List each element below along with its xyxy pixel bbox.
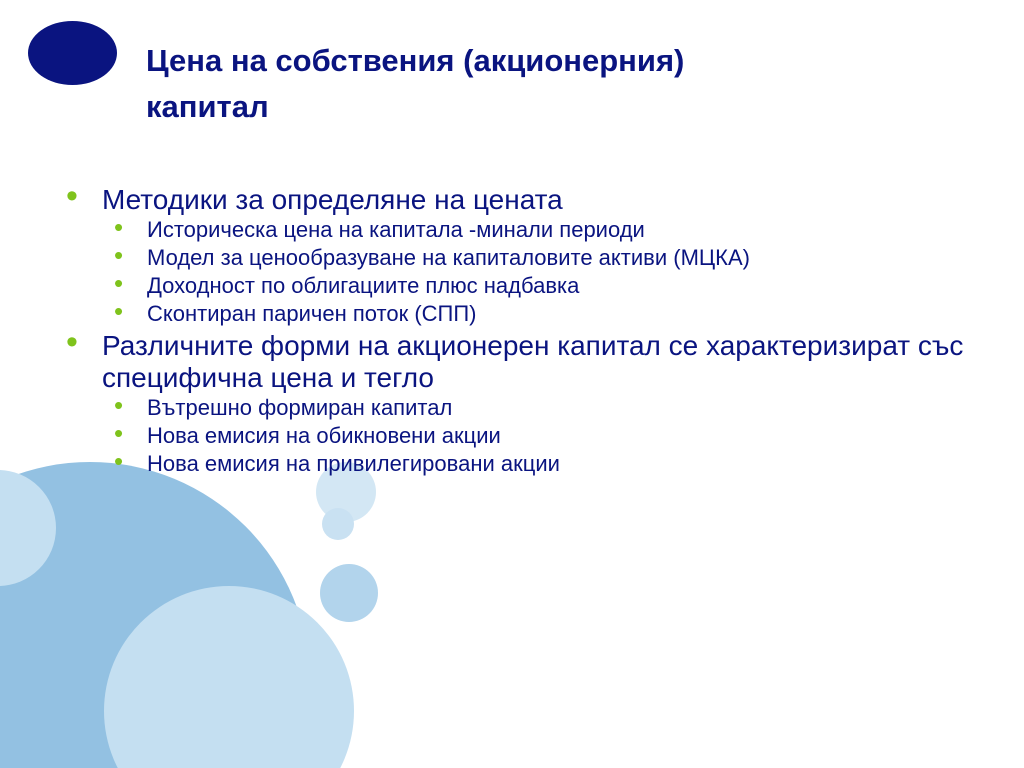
decorative-small-circle xyxy=(322,508,354,540)
sub-bullet-item: • Сконтиран паричен поток (СПП) xyxy=(102,300,966,328)
sub-bullet-item: • Вътрешно формиран капитал xyxy=(102,394,966,422)
sub-bullet-item: • Доходност по облигациите плюс надбавка xyxy=(102,272,966,300)
sub-bullet-item: • Историческа цена на капитала -минали периоди xyxy=(102,216,966,244)
bullet-text: • Методики за определяне на цената xyxy=(102,184,563,215)
title-line-1: Цена на собствения (акционерния) xyxy=(146,43,685,78)
bullet-item xyxy=(66,184,966,328)
slide-title xyxy=(146,38,946,130)
bullet-item xyxy=(66,330,966,478)
sub-bullet-item: • Нова емисия на привилегировани акции xyxy=(102,450,966,478)
decorative-right-circle xyxy=(320,564,378,622)
sub-bullet-list xyxy=(102,216,966,328)
logo-oval xyxy=(28,21,117,85)
sub-bullet-item: • Модел за ценообразуване на капиталовите активи (МЦКА) xyxy=(102,244,966,272)
bullet-text: • Различните форми на акционерен капитал се характеризират със специфична цена и тегло xyxy=(102,330,964,393)
sub-bullet-list xyxy=(102,394,966,478)
title-line-2: капитал xyxy=(146,89,269,124)
sub-bullet-item: • Нова емисия на обикновени акции xyxy=(102,422,966,450)
bullet-list xyxy=(66,184,966,480)
